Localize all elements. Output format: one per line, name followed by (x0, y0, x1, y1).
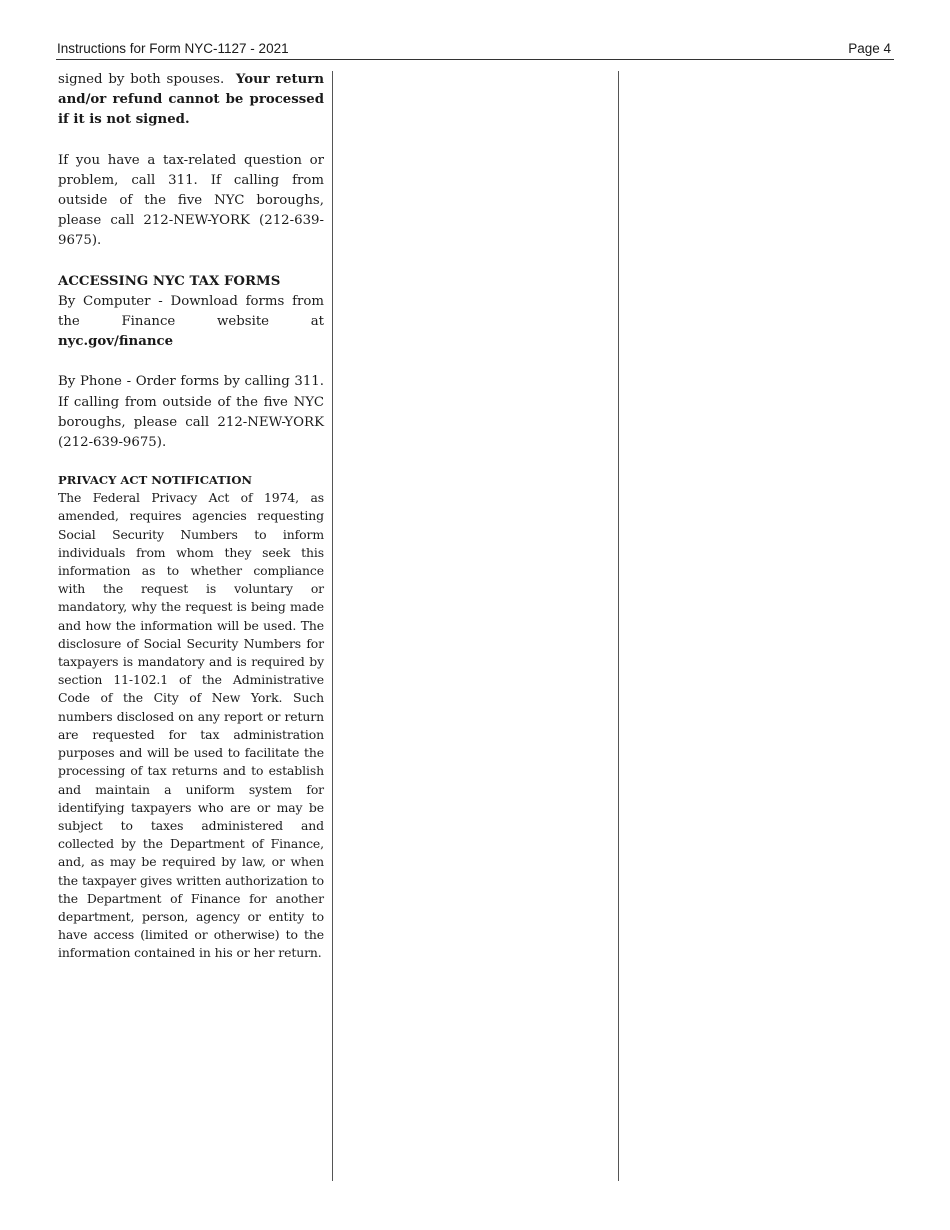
tax-question-paragraph: If you have a tax-related question or problem, call 311. If calling from outside of the five NYC boroughs, please call 212-NEW-YORK (212-639-9675). (58, 152, 324, 249)
column-divider-right (618, 71, 619, 1181)
signature-intro: signed by both spouses. (58, 72, 225, 87)
signature-warning: Your return and/or refund cannot be processed if it is not signed. (58, 72, 324, 128)
signature-paragraph (58, 70, 324, 131)
privacy-heading: PRIVACY ACT NOTIFICATION (58, 473, 253, 488)
by-computer-text: By Computer - Download forms from the Finance website at (58, 293, 324, 330)
form-title: Instructions for Form NYC-1127 - 2021 (57, 41, 289, 56)
finance-website-link[interactable]: nyc.gov/finance (58, 334, 174, 350)
by-computer-paragraph (58, 292, 324, 353)
column-divider-left (332, 71, 333, 1181)
page-header (56, 41, 894, 60)
accessing-forms-heading: ACCESSING NYC TAX FORMS (58, 273, 281, 289)
column-left (58, 70, 324, 963)
page-number: Page 4 (848, 41, 891, 56)
privacy-paragraph: The Federal Privacy Act of 1974, as amended, requires agencies requesting Social Security Numbers to inform individuals from whom they seek this information as to whether compliance with the request is voluntary or mandatory, why the request is being made and how the information will be used. The disclosure of Social Security Numbers for taxpayers is mandatory and is required by section 11-102.1 of the Administrative Code of the City of New York. Such numbers disclosed on any report or return are requested for tax administration purposes and will be used to facilitate the processing of tax returns and to establish and maintain a uniform system for identifying taxpayers who are or may be subject to taxes administered and collected by the Department of Finance, and, as may be required by law, or when the taxpayer gives written authorization to the Department of Finance for another department, person, agency or entity to have access (limited or otherwise) to the information contained in his or her return. (58, 490, 324, 961)
by-phone-paragraph: By Phone - Order forms by calling 311. If calling from outside of the five NYC boroughs, please call 212-NEW-YORK (212-639-9675). (58, 374, 324, 451)
